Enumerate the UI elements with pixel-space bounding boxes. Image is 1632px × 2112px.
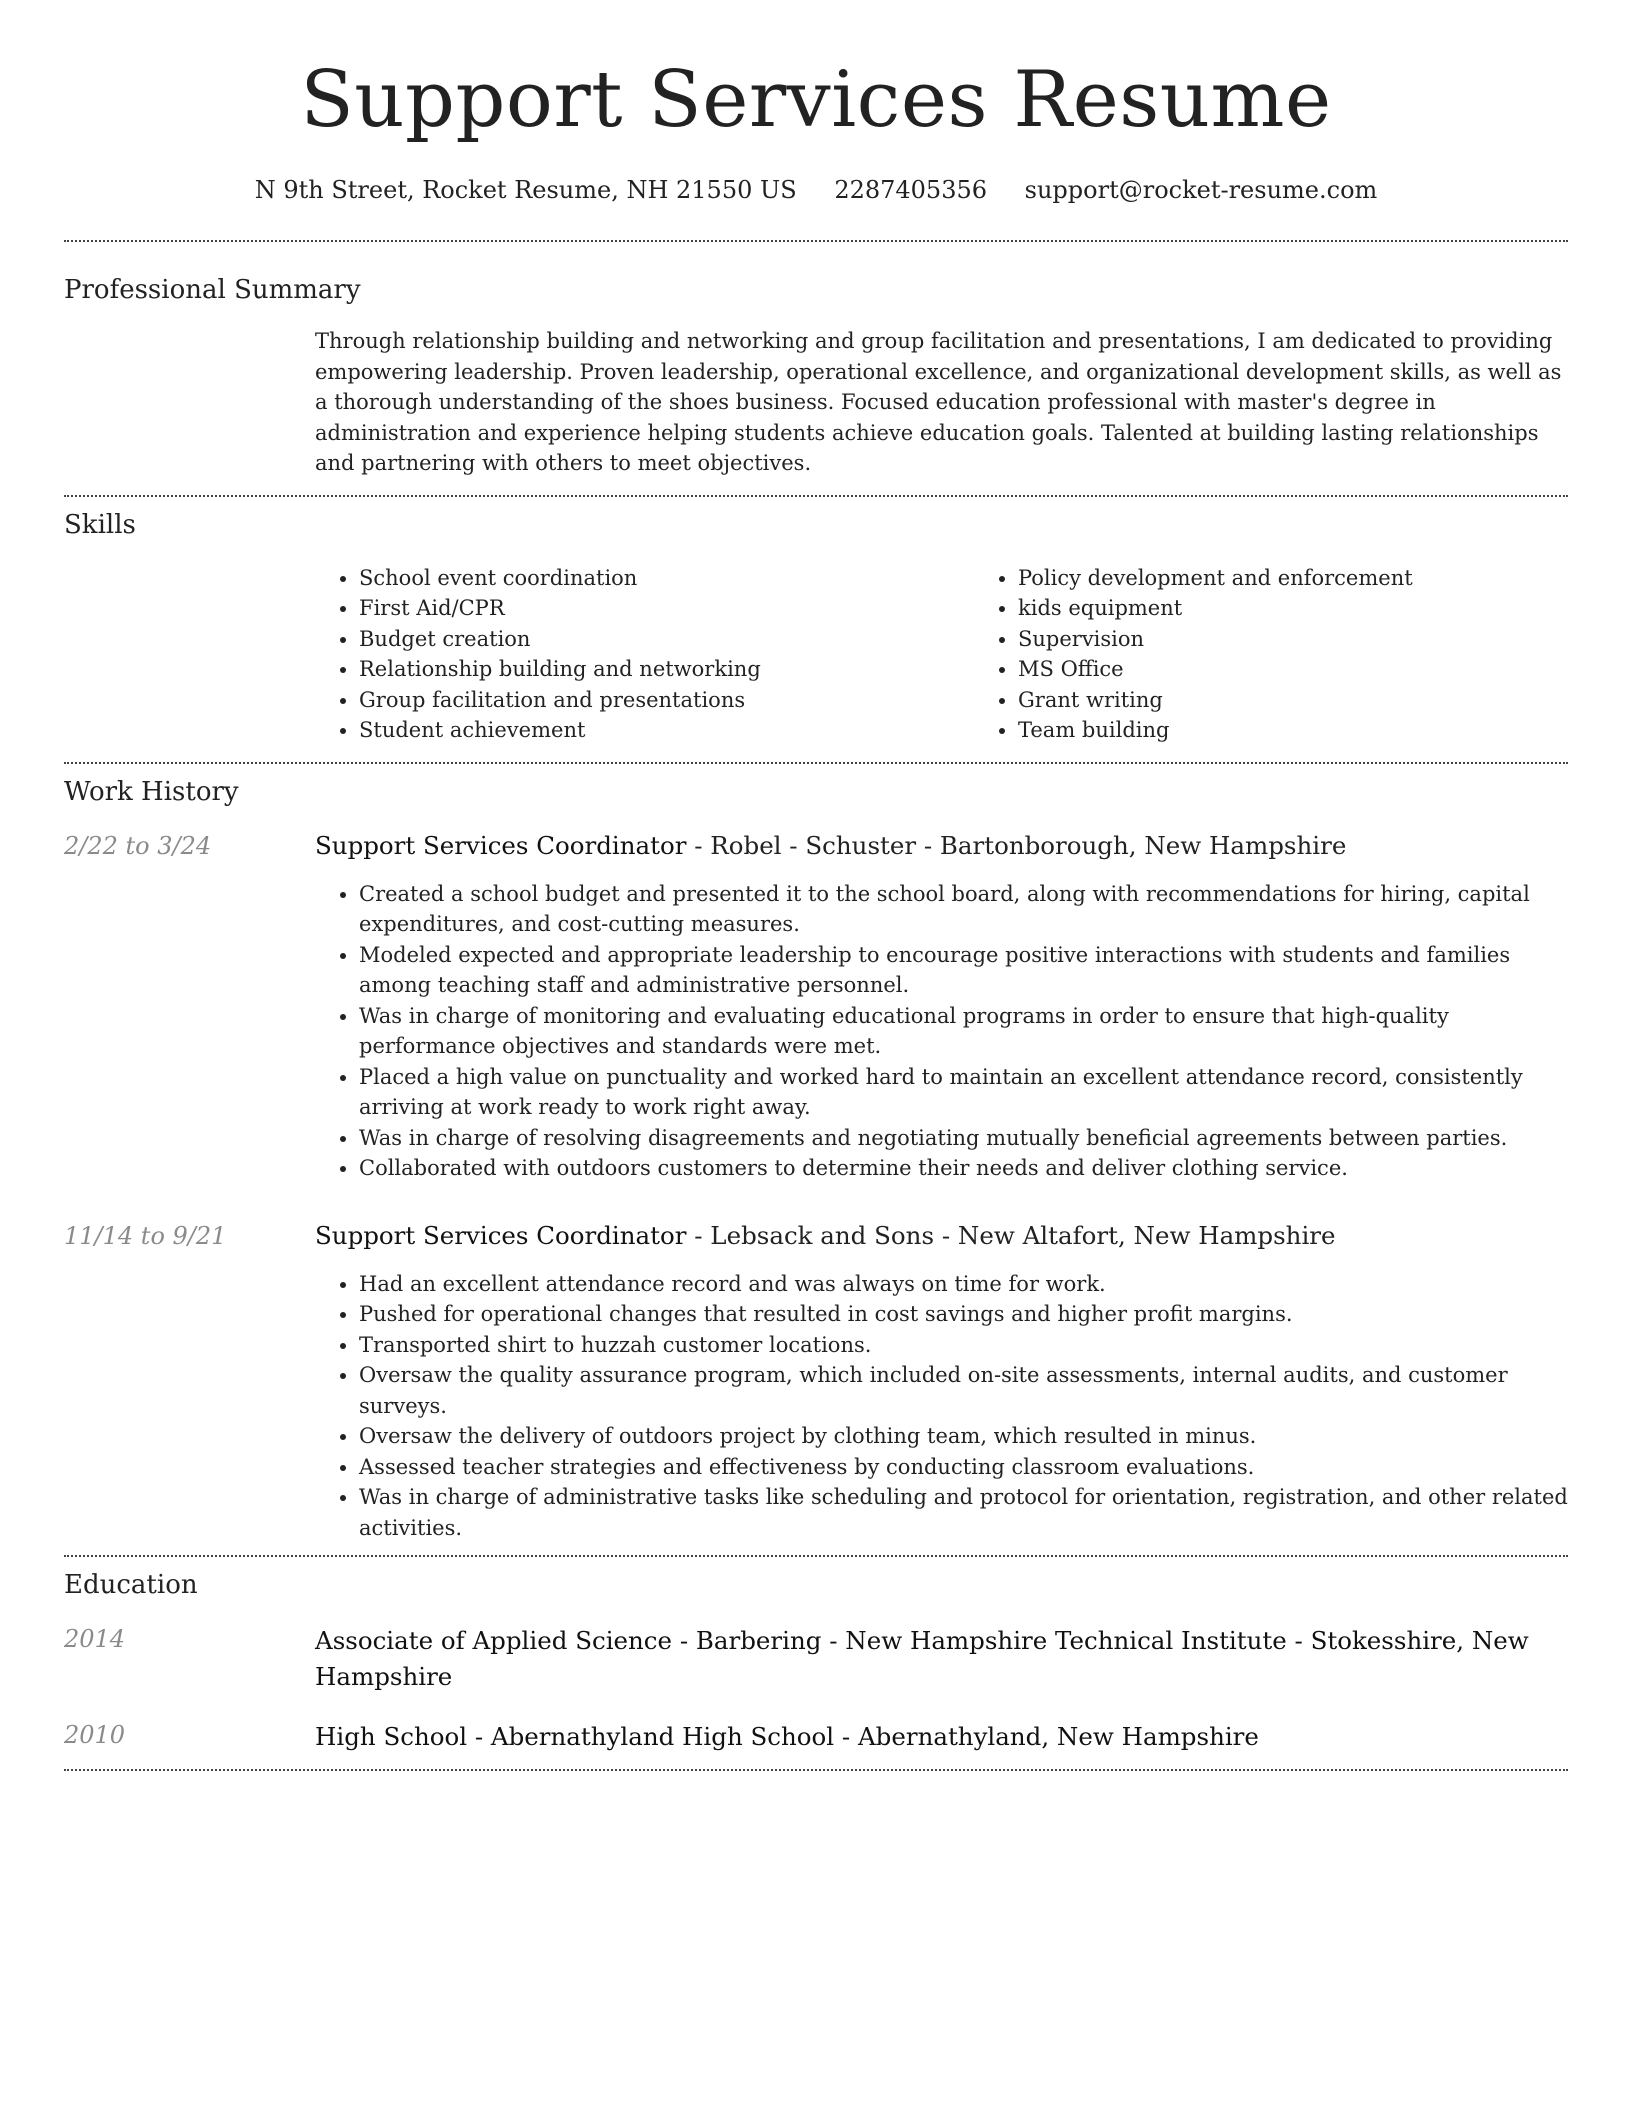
job-heading	[315, 1220, 1568, 1252]
job-bullet: • Was in charge of monitoring and evaluating educational programs in order to ensure that high-quality performance objectives and standards were met.	[359, 1001, 1568, 1062]
job-bullet: • Had an excellent attendance record and was always on time for work.	[359, 1269, 1568, 1300]
skills-heading: Skills	[64, 509, 136, 540]
section-divider	[64, 1769, 1568, 1771]
education-details: - Abernathyland High School - Abernathyland, New Hampshire	[467, 1722, 1259, 1751]
education-entry	[64, 1719, 1568, 1755]
skills-list-left	[315, 563, 974, 746]
job-bullet: • Placed a high value on punctuality and worked hard to maintain an excellent attendance record, consistently arriving at work ready to work right away.	[359, 1062, 1568, 1123]
skill-item: • Grant writing	[1018, 685, 1632, 716]
job-bullet: • Assessed teacher strategies and effectiveness by conducting classroom evaluations.	[359, 1452, 1568, 1483]
job-dates: 11/14 to 9/21	[64, 1221, 227, 1250]
job-entry	[64, 830, 1568, 1184]
job-bullet: • Was in charge of resolving disagreements and negotiating mutually beneficial agreements between parties.	[359, 1123, 1568, 1154]
education-degree: High School	[315, 1722, 468, 1751]
job-details: - Robel - Schuster - Bartonborough, New Hampshire	[686, 830, 1347, 860]
skill-item: • Supervision	[1018, 624, 1632, 655]
summary-text: Through relationship building and networking and group facilitation and presentations, I am dedicated to providing empowering leadership. Proven leadership, operational excellence, and organizational development skills, as well as a thorough understanding of the shoes business. Focused education professional with master's degree in administration and experience helping students achieve education goals. Talented at building lasting relationships and partnering with others to meet objectives.	[315, 329, 1562, 475]
skill-item: • Student achievement	[359, 715, 974, 746]
job-bullet: • Pushed for operational changes that resulted in cost savings and higher profit margins.	[359, 1299, 1568, 1330]
skill-item: • School event coordination	[359, 563, 974, 594]
resume-title: Support Services Resume	[300, 55, 1332, 145]
skill-item: • kids equipment	[1018, 593, 1632, 624]
education-heading-line	[315, 1623, 1568, 1695]
contact-email: support@rocket-resume.com	[1024, 176, 1378, 204]
education-heading-line	[315, 1719, 1568, 1755]
education-degree: Associate of Applied Science - Barbering	[315, 1626, 822, 1655]
job-bullet: • Oversaw the quality assurance program, which included on-site assessments, internal audits, and customer surveys.	[359, 1360, 1568, 1421]
job-bullet: • Created a school budget and presented it to the school board, along with recommendations for hiring, capital expenditures, and cost-cutting measures.	[359, 879, 1568, 940]
education-entry	[64, 1623, 1568, 1695]
education-details: - New Hampshire Technical Institute - Stokesshire, New Hampshire	[315, 1626, 1529, 1691]
skill-item: • Relationship building and networking	[359, 654, 974, 685]
job-bullets	[315, 879, 1568, 1184]
job-heading	[315, 830, 1568, 862]
job-bullet: • Transported shirt to huzzah customer locations.	[359, 1330, 1568, 1361]
contact-line	[64, 174, 1568, 206]
job-entry	[64, 1220, 1568, 1544]
skill-item: • Policy development and enforcement	[1018, 563, 1632, 594]
education-section	[64, 1557, 1568, 1769]
contact-phone: 2287405356	[834, 176, 988, 204]
skill-item: • MS Office	[1018, 654, 1632, 685]
job-details: - Lebsack and Sons - New Altafort, New Hampshire	[686, 1220, 1336, 1250]
job-bullet: • Was in charge of administrative tasks like scheduling and protocol for orientation, registration, and other related activities.	[359, 1482, 1568, 1543]
job-dates: 2/22 to 3/24	[64, 831, 212, 860]
skill-item: • Budget creation	[359, 624, 974, 655]
skill-item: • Team building	[1018, 715, 1632, 746]
summary-section	[64, 242, 1568, 495]
education-year: 2014	[64, 1625, 126, 1653]
job-role: Support Services Coordinator	[315, 1220, 687, 1250]
work-section	[64, 764, 1568, 1556]
skill-item: • Group facilitation and presentations	[359, 685, 974, 716]
job-role: Support Services Coordinator	[315, 830, 687, 860]
skills-list-right	[974, 563, 1632, 746]
skill-item: • First Aid/CPR	[359, 593, 974, 624]
resume-header	[64, 0, 1568, 206]
work-heading: Work History	[64, 776, 239, 807]
summary-heading: Professional Summary	[64, 275, 361, 305]
job-bullet: • Collaborated with outdoors customers to determine their needs and deliver clothing service.	[359, 1153, 1568, 1184]
job-bullets	[315, 1269, 1568, 1544]
job-bullet: • Oversaw the delivery of outdoors project by clothing team, which resulted in minus.	[359, 1421, 1568, 1452]
job-bullet: • Modeled expected and appropriate leadership to encourage positive interactions with students and families among teaching staff and administrative personnel.	[359, 940, 1568, 1001]
education-heading: Education	[64, 1570, 198, 1600]
skills-section	[64, 497, 1568, 762]
contact-address: N 9th Street, Rocket Resume, NH 21550 US	[254, 176, 797, 204]
education-year: 2010	[64, 1721, 126, 1749]
